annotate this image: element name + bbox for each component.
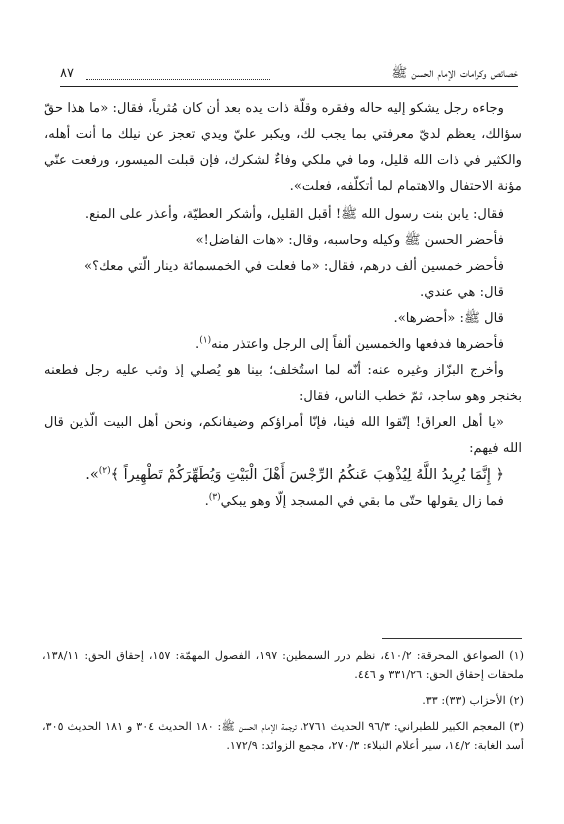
page-number: ٨٧ bbox=[60, 66, 74, 81]
paragraph-4: فأحضر خمسين ألف درهم، فقال: «ما فعلت في الخمسمائة دينار الّتي معك؟» bbox=[84, 259, 504, 274]
paragraph-9: «يا أهل العراق! إتّقوا الله فينا، فإنّا أمراؤكم وضيفانكم، ونحن أهل البيت الّذين قال الله فيهم: bbox=[44, 415, 522, 456]
paragraph-7-text: فأحضرها فدفعها والخمسين ألفاً إلى الرجل واعتذر منه bbox=[211, 337, 504, 352]
paragraph-10-text: فما زال يقولها حتّى ما بقي في المسجد إلّا وهو يبكي bbox=[220, 494, 504, 509]
footnotes bbox=[42, 646, 524, 762]
paragraph-10-end: . bbox=[204, 494, 209, 509]
header-leader-dots bbox=[86, 64, 270, 80]
footnote-separator bbox=[382, 638, 522, 639]
paragraph-5: قال: هي عندي. bbox=[420, 285, 504, 300]
paragraph-7-end: . bbox=[195, 337, 200, 352]
paragraph-10 bbox=[44, 489, 522, 515]
paragraph-8: وأخرج البزّاز وغيره عنه: أنّه لما استُخلف؛ بينا هو يُصلي إذ وثب عليه رجل فطعنه بخنجر وهو ساجد، ثمّ خطب الناس، فقال: bbox=[44, 363, 522, 404]
main-text bbox=[44, 96, 522, 515]
paragraph-7 bbox=[44, 332, 522, 358]
paragraph-2: فقال: يابن بنت رسول الله ﷺ! أقبل القليل، وأشكر العطيّة، وأعذر على المنع. bbox=[84, 207, 504, 222]
verse-end: ». bbox=[85, 467, 99, 483]
paragraph-3: فأحضر الحسن ﷺ وكيله وحاسبه، وقال: «هات الفاضل!» bbox=[195, 233, 504, 248]
footnote-2: (٢) الأحزاب (٣٣): ٣٣. bbox=[422, 694, 524, 707]
footnote-ref-3: (٣) bbox=[208, 492, 221, 503]
paragraph-6: قال ﷺ: «أحضرها». bbox=[393, 311, 504, 326]
footnote-3: (٣) المعجم الكبير للطبراني: ٩٦/٣ الحديث ٢٧٦١، ترجمة الإمام الحسن ﷺ: ١٨٠ الحديث ٣٠٤ و ١٨١ الحديث ٣٠٥، أسد الغابة: ١٤/٢، سير أعلام النبلاء: ٢٧٠/٣، مجمع الزوائد: ١٧٢/٩. bbox=[42, 720, 525, 752]
footnote-1: (١) الصواعق المحرقة: ٤١٠/٢، نظم درر السمطين: ١٩٧، الفصول المهمّة: ١٥٧، إحقاق الحق: ١٣٨/١١، ملحقات إحقاق الحق: ٣٣١/٢٦ و ٤٤٦. bbox=[42, 649, 524, 681]
verse-text: ﴿ إِنَّمَا يُرِيدُ اللَّهُ لِيُذْهِبَ عَنكُمُ الرِّجْسَ أَهْلَ الْبَيْتِ وَيُطَهِّرَكُمْ تَطْهِيراً ﴾ bbox=[110, 467, 504, 483]
quran-verse bbox=[44, 462, 522, 489]
running-header bbox=[60, 64, 518, 87]
footnote-ref-2: (٢) bbox=[98, 466, 111, 477]
header-title: خصائص وكرامات الإمام الحسن ﷺ bbox=[391, 66, 518, 81]
footnote-ref-1: (١) bbox=[199, 335, 212, 346]
paragraph-1: وجاءه رجل يشكو إليه حاله وفقره وقلّة ذات يده بعد أن كان مُثرياً، فقال: «ما هذا حقّ سؤالك، يعظم لديّ معرفتي بما يجب لك، ويكبر عليّ ويدي تعجز عن نيلك ما أنت أهله، والكثير في ذات الله قليل، وما في ملكي وفاءٌ لشكرك، فإن قبلت الميسور، ورفعت عنّي مؤنة الاحتفال والاهتمام لما أتكلّفه، فعلت». bbox=[44, 101, 522, 194]
